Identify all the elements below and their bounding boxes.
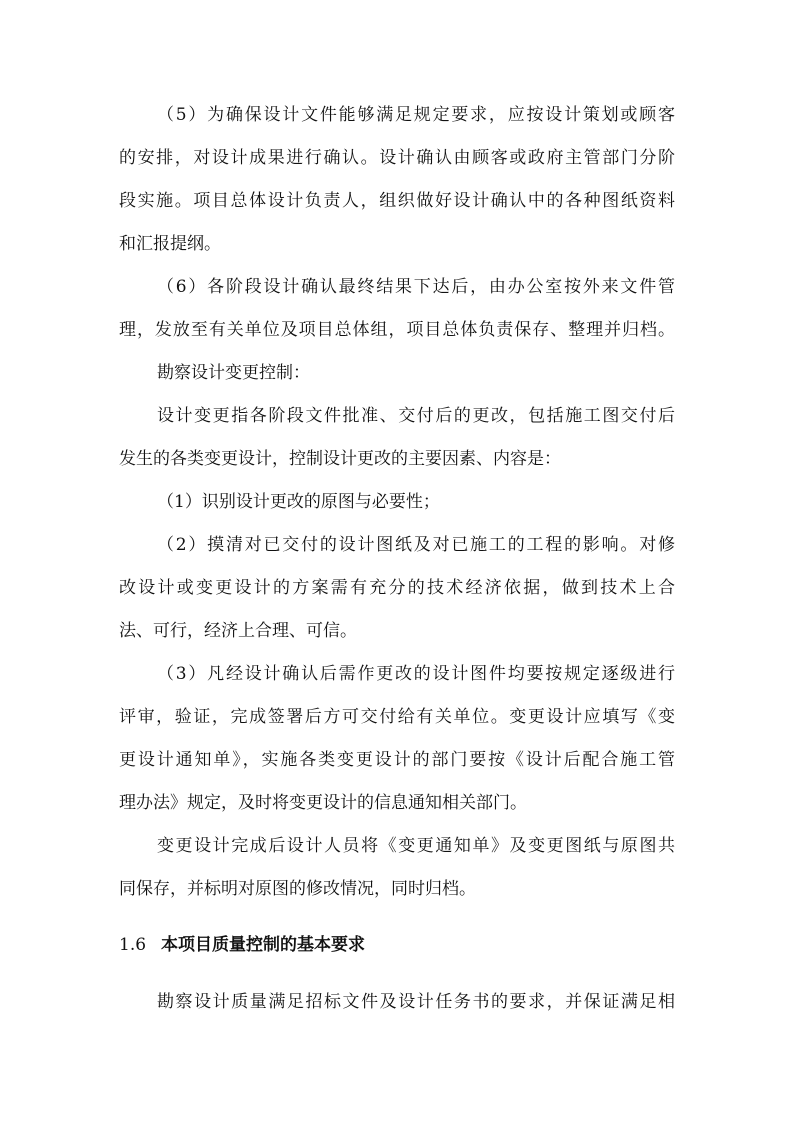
paragraph-5-line-3: 段实施。项目总体设计负责人，组织做好设计确认中的各种图纸资料 — [119, 191, 675, 211]
change-definition-line-1: 设计变更指各阶段文件批准、交付后的更改，包括施工图交付后 — [157, 406, 675, 426]
paragraph-6-line-1: （6）各阶段设计确认最终结果下达后，由办公室按外来文件管 — [157, 277, 675, 297]
archive-line-2: 同保存，并标明对原图的修改情况，同时归档。 — [119, 879, 476, 899]
section-number: 1.6 — [119, 935, 147, 955]
change-item-2-line-2: 改设计或变更设计的方案需有充分的技术经济依据，做到技术上合 — [119, 578, 675, 598]
change-item-3-line-2: 评审，验证，完成签署后方可交付给有关单位。变更设计应填写《变 — [119, 707, 675, 727]
section-heading — [119, 934, 675, 956]
change-item-3-line-1: （3）凡经设计确认后需作更改的设计图件均要按规定逐级进行 — [157, 664, 675, 684]
change-item-3-line-4: 理办法》规定，及时将变更设计的信息通知相关部门。 — [119, 793, 527, 813]
change-control-title: 勘察设计变更控制： — [157, 363, 310, 383]
change-definition-line-2: 发生的各类变更设计，控制设计更改的主要因素、内容是： — [119, 449, 561, 469]
change-item-1: （1）识别设计更改的原图与必要性； — [157, 492, 440, 512]
change-item-2-line-3: 法、可行，经济上合理、可信。 — [119, 621, 357, 641]
change-item-3-line-3: 更设计通知单》，实施各类变更设计的部门要按《设计后配合施工管 — [119, 750, 675, 770]
paragraph-5-line-1: （5）为确保设计文件能够满足规定要求，应按设计策划或顾客 — [157, 105, 675, 125]
final-paragraph-line-1: 勘察设计质量满足招标文件及设计任务书的要求，并保证满足相 — [157, 992, 675, 1012]
section-title: 本项目质量控制的基本要求 — [161, 935, 365, 955]
paragraph-6-line-2: 理，发放至有关单位及项目总体组，项目总体负责保存、整理并归档。 — [119, 320, 675, 340]
archive-line-1: 变更设计完成后设计人员将《变更通知单》及变更图纸与原图共 — [157, 836, 675, 856]
change-item-2-line-1: （2）摸清对已交付的设计图纸及对已施工的工程的影响。对修 — [157, 535, 675, 555]
paragraph-5-line-4: 和汇报提纲。 — [119, 234, 221, 254]
paragraph-5-line-2: 的安排，对设计成果进行确认。设计确认由顾客或政府主管部门分阶 — [119, 148, 675, 168]
